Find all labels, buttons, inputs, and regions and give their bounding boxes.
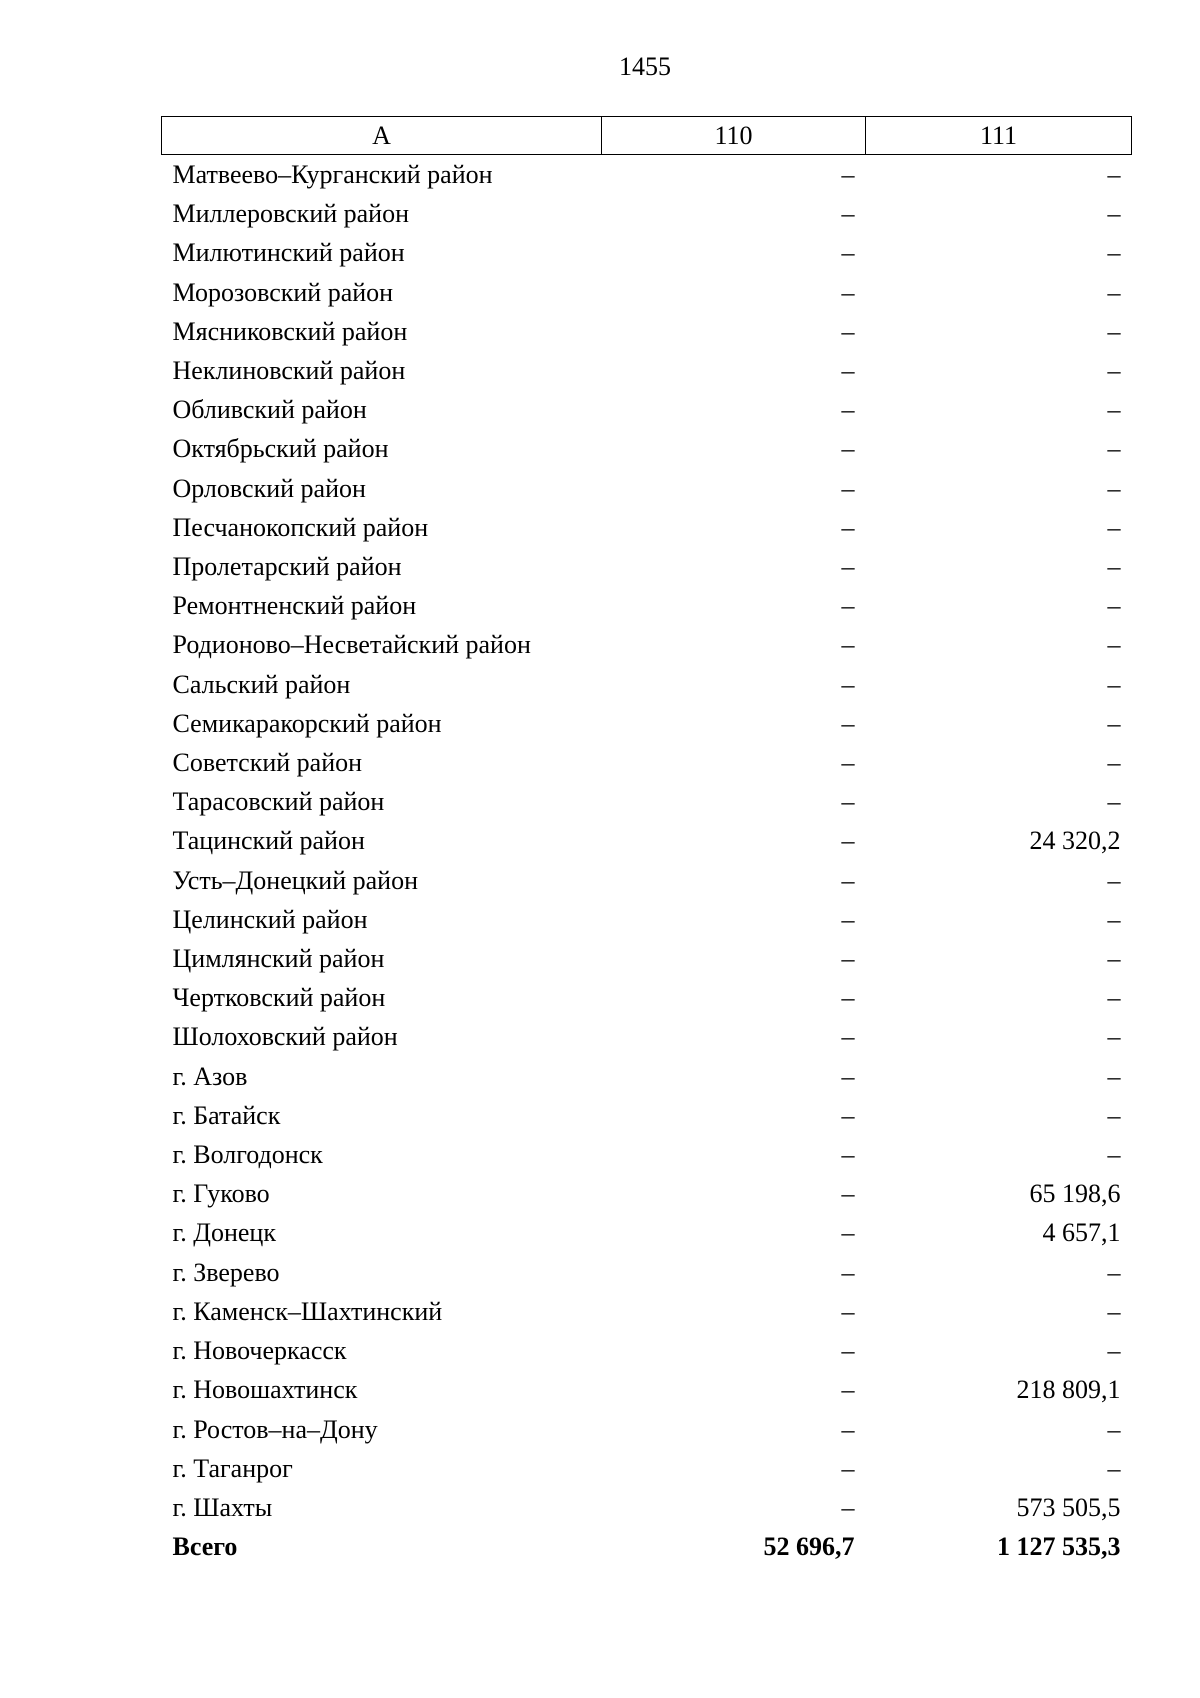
value-111-cell: 24 320,2 bbox=[1029, 826, 1121, 856]
value-110-cell: – bbox=[841, 1414, 855, 1444]
value-110-cell: – bbox=[841, 1218, 855, 1248]
table-row bbox=[162, 194, 1132, 233]
value-110-cell: – bbox=[841, 904, 855, 934]
value-110-cell: – bbox=[841, 748, 855, 778]
table-row bbox=[162, 1253, 1132, 1292]
value-111-cell: 218 809,1 bbox=[1016, 1375, 1121, 1405]
value-111-cell: – bbox=[1107, 434, 1121, 464]
territory-name-cell: Семикаракорский район bbox=[172, 708, 442, 738]
value-111-cell: – bbox=[1107, 1022, 1121, 1052]
value-110-cell: – bbox=[841, 1296, 855, 1326]
total-110-cell: 52 696,7 bbox=[763, 1532, 855, 1562]
territory-name-cell: Ремонтненский район bbox=[172, 591, 417, 621]
territory-name-cell: г. Ростов–на–Дону bbox=[172, 1414, 378, 1444]
territory-name-cell: Тарасовский район bbox=[172, 787, 385, 817]
data-table-container bbox=[161, 116, 1131, 1566]
value-111-cell: – bbox=[1107, 1414, 1121, 1444]
table-row bbox=[162, 978, 1132, 1017]
territory-name-cell: Песчанокопский район bbox=[172, 512, 429, 542]
value-111-cell: – bbox=[1107, 591, 1121, 621]
table-row bbox=[162, 1174, 1132, 1213]
territory-name-cell: г. Каменск–Шахтинский bbox=[172, 1296, 443, 1326]
value-111-cell: – bbox=[1107, 512, 1121, 542]
value-110-cell: – bbox=[841, 983, 855, 1013]
territory-name-cell: Чертковский район bbox=[172, 983, 386, 1013]
territory-name-cell: Усть–Донецкий район bbox=[172, 865, 418, 895]
territory-name-cell: г. Волгодонск bbox=[172, 1140, 323, 1170]
table-row bbox=[162, 351, 1132, 390]
territory-name-cell: Сальский район bbox=[172, 669, 351, 699]
value-110-cell: – bbox=[841, 395, 855, 425]
value-111-cell: – bbox=[1107, 708, 1121, 738]
table-row bbox=[162, 1096, 1132, 1135]
value-110-cell: – bbox=[841, 865, 855, 895]
value-111-cell: – bbox=[1107, 944, 1121, 974]
total-111-cell: 1 127 535,3 bbox=[997, 1532, 1121, 1562]
territory-name-cell: г. Таганрог bbox=[172, 1453, 293, 1483]
value-111-cell: 65 198,6 bbox=[1029, 1179, 1121, 1209]
territory-name-cell: г. Новочеркасск bbox=[172, 1336, 347, 1366]
territory-name-cell: Тацинский район bbox=[172, 826, 365, 856]
territory-name-cell: г. Шахты bbox=[172, 1492, 273, 1522]
value-111-cell: – bbox=[1107, 1140, 1121, 1170]
value-111-cell: – bbox=[1107, 669, 1121, 699]
value-111-cell: – bbox=[1107, 238, 1121, 268]
table-header bbox=[162, 117, 1132, 155]
territory-name-cell: Мясниковский район bbox=[172, 316, 408, 346]
value-110-cell: – bbox=[841, 1375, 855, 1405]
value-111-cell: – bbox=[1107, 473, 1121, 503]
table-row bbox=[162, 665, 1132, 704]
value-111-cell: – bbox=[1107, 356, 1121, 386]
table-row bbox=[162, 273, 1132, 312]
territory-name-cell: г. Гуково bbox=[172, 1179, 270, 1209]
value-111-cell: – bbox=[1107, 1336, 1121, 1366]
value-110-cell: – bbox=[841, 238, 855, 268]
page-number: 1455 bbox=[619, 52, 671, 81]
value-111-cell: – bbox=[1107, 277, 1121, 307]
table-row bbox=[162, 1017, 1132, 1056]
territory-name-cell: г. Донецк bbox=[172, 1218, 276, 1248]
territory-name-cell: Милютинский район bbox=[172, 238, 405, 268]
value-110-cell: – bbox=[841, 199, 855, 229]
value-111-cell: – bbox=[1107, 1296, 1121, 1326]
data-table bbox=[161, 116, 1132, 1566]
table-body bbox=[162, 155, 1132, 1567]
header-cell-a: А bbox=[162, 117, 602, 155]
table-row bbox=[162, 547, 1132, 586]
value-111-cell: – bbox=[1107, 630, 1121, 660]
table-row bbox=[162, 233, 1132, 272]
value-111-cell: – bbox=[1107, 552, 1121, 582]
table-row bbox=[162, 1331, 1132, 1370]
value-110-cell: – bbox=[841, 160, 855, 189]
territory-name-cell: Цимлянский район bbox=[172, 944, 385, 974]
table-row bbox=[162, 155, 1132, 195]
value-110-cell: – bbox=[841, 473, 855, 503]
value-111-cell: – bbox=[1107, 904, 1121, 934]
value-111-cell: – bbox=[1107, 1061, 1121, 1091]
table-row bbox=[162, 1370, 1132, 1409]
table-row bbox=[162, 939, 1132, 978]
table-row bbox=[162, 821, 1132, 860]
table-row bbox=[162, 1057, 1132, 1096]
value-111-cell: – bbox=[1107, 316, 1121, 346]
value-110-cell: – bbox=[841, 1179, 855, 1209]
value-111-cell: 4 657,1 bbox=[1042, 1218, 1121, 1248]
value-111-cell: – bbox=[1107, 1453, 1121, 1483]
value-111-cell: – bbox=[1107, 199, 1121, 229]
territory-name-cell: Целинский район bbox=[172, 904, 368, 934]
territory-name-cell: Шолоховский район bbox=[172, 1022, 398, 1052]
table-row bbox=[162, 390, 1132, 429]
value-111-cell: – bbox=[1107, 1257, 1121, 1287]
table-row bbox=[162, 508, 1132, 547]
total-label-cell: Всего bbox=[172, 1532, 238, 1562]
value-110-cell: – bbox=[841, 552, 855, 582]
value-111-cell: – bbox=[1107, 748, 1121, 778]
table-row bbox=[162, 1488, 1132, 1527]
value-111-cell: – bbox=[1107, 983, 1121, 1013]
table-row bbox=[162, 704, 1132, 743]
territory-name-cell: Пролетарский район bbox=[172, 552, 402, 582]
territory-name-cell: Матвеево–Курганский район bbox=[172, 160, 493, 189]
territory-name-cell: Неклиновский район bbox=[172, 356, 406, 386]
value-110-cell: – bbox=[841, 591, 855, 621]
table-row bbox=[162, 586, 1132, 625]
table-row bbox=[162, 429, 1132, 468]
value-110-cell: – bbox=[841, 669, 855, 699]
territory-name-cell: Советский район bbox=[172, 748, 363, 778]
header-cell-110: 110 bbox=[602, 117, 866, 155]
value-110-cell: – bbox=[841, 434, 855, 464]
value-110-cell: – bbox=[841, 1492, 855, 1522]
value-110-cell: – bbox=[841, 512, 855, 542]
territory-name-cell: г. Азов bbox=[172, 1061, 248, 1091]
value-110-cell: – bbox=[841, 1453, 855, 1483]
territory-name-cell: Обливский район bbox=[172, 395, 367, 425]
value-111-cell: – bbox=[1107, 395, 1121, 425]
territory-name-cell: Родионово–Несветайский район bbox=[172, 630, 531, 660]
value-110-cell: – bbox=[841, 1336, 855, 1366]
total-row bbox=[162, 1527, 1132, 1566]
table-row bbox=[162, 1410, 1132, 1449]
table-row bbox=[162, 1135, 1132, 1174]
value-111-cell: – bbox=[1107, 160, 1121, 189]
header-row bbox=[162, 117, 1132, 155]
value-110-cell: – bbox=[841, 1061, 855, 1091]
value-110-cell: – bbox=[841, 356, 855, 386]
table-row bbox=[162, 1292, 1132, 1331]
value-111-cell: 573 505,5 bbox=[1016, 1492, 1121, 1522]
table-row bbox=[162, 312, 1132, 351]
table-row bbox=[162, 900, 1132, 939]
territory-name-cell: г. Батайск bbox=[172, 1100, 281, 1130]
territory-name-cell: г. Новошахтинск bbox=[172, 1375, 358, 1405]
table-row bbox=[162, 469, 1132, 508]
table-row bbox=[162, 625, 1132, 664]
header-cell-111: 111 bbox=[866, 117, 1132, 155]
territory-name-cell: Октябрьский район bbox=[172, 434, 389, 464]
value-110-cell: – bbox=[841, 277, 855, 307]
table-row bbox=[162, 1449, 1132, 1488]
value-110-cell: – bbox=[841, 787, 855, 817]
table-row bbox=[162, 782, 1132, 821]
value-110-cell: – bbox=[841, 1257, 855, 1287]
value-111-cell: – bbox=[1107, 865, 1121, 895]
value-110-cell: – bbox=[841, 630, 855, 660]
value-110-cell: – bbox=[841, 944, 855, 974]
value-110-cell: – bbox=[841, 316, 855, 346]
table-row bbox=[162, 743, 1132, 782]
table-row bbox=[162, 861, 1132, 900]
value-110-cell: – bbox=[841, 1022, 855, 1052]
value-110-cell: – bbox=[841, 1100, 855, 1130]
table-row bbox=[162, 1213, 1132, 1252]
value-111-cell: – bbox=[1107, 787, 1121, 817]
value-110-cell: – bbox=[841, 1140, 855, 1170]
value-110-cell: – bbox=[841, 708, 855, 738]
territory-name-cell: Орловский район bbox=[172, 473, 366, 503]
territory-name-cell: Морозовский район bbox=[172, 277, 394, 307]
territory-name-cell: г. Зверево bbox=[172, 1257, 280, 1287]
value-111-cell: – bbox=[1107, 1100, 1121, 1130]
value-110-cell: – bbox=[841, 826, 855, 856]
territory-name-cell: Миллеровский район bbox=[172, 199, 410, 229]
